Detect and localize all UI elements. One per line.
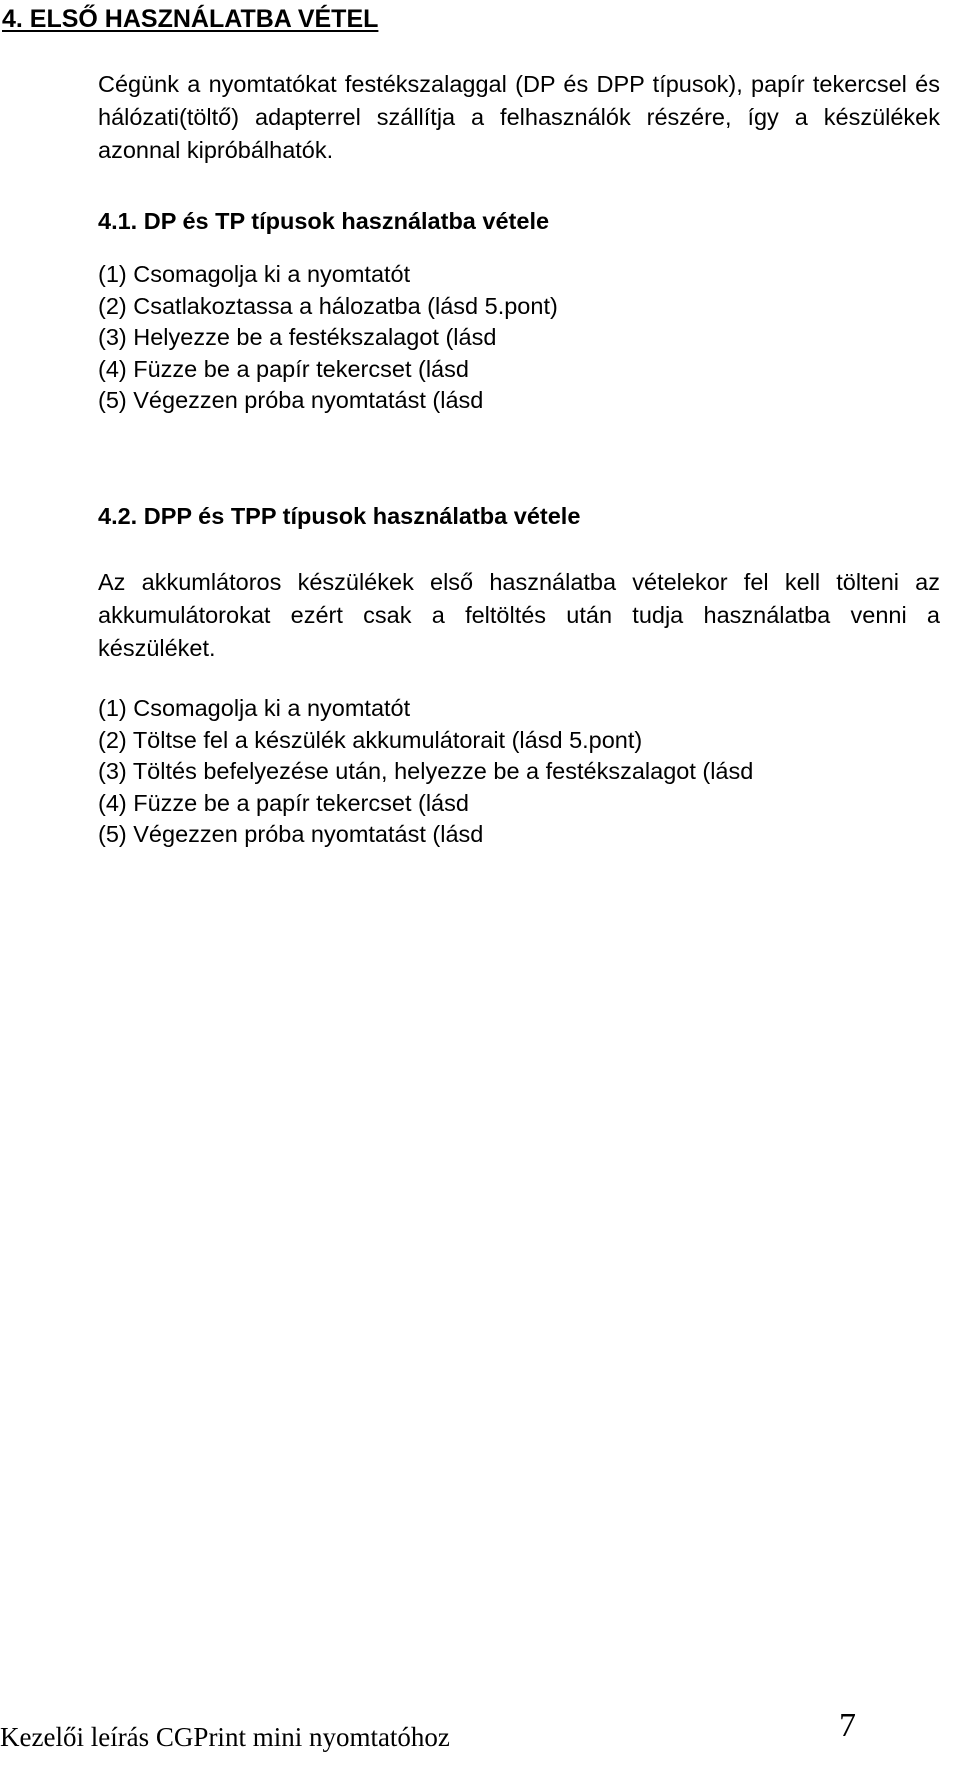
section-4-1-steps — [98, 259, 940, 417]
section-title-4-2: 4.2. DPP és TPP típusok használatba vétele — [98, 503, 581, 529]
footer-page-number: 7 — [839, 1707, 856, 1744]
chapter-title: 4. ELSŐ HASZNÁLATBA VÉTEL — [2, 5, 379, 33]
intro-paragraph: Cégünk a nyomtatókat festékszalaggal (DP és DPP típusok), papír tekercsel és hálózati(töltő) adapterrel szállítja a felhasználók részére, így a készülékek azonnal kipróbálhatók. — [98, 71, 940, 163]
footer-document-name: Kezelői leírás CGPrint mini nyomtatóhoz — [0, 1722, 450, 1752]
list-item: (3) Töltés befelyezése után, helyezze be a festékszalagot (lásd — [98, 758, 754, 784]
list-item: (4) Füzze be a papír tekercset (lásd — [98, 789, 469, 816]
list-item: (2) Csatlakoztassa a hálozatba (lásd 5.pont) — [98, 292, 558, 319]
list-item: (4) Füzze be a papír tekercset (lásd — [98, 355, 469, 382]
list-item: (2) Töltse fel a készülék akkumulátorait (lásd 5.pont) — [98, 726, 643, 753]
list-item: (3) Helyezze be a festékszalagot (lásd — [98, 324, 497, 350]
list-item: (5) Végezzen próba nyomtatást (lásd — [98, 821, 484, 847]
section-4-2-paragraph: Az akkumlátoros készülékek első használatba vételekor fel kell tölteni az akkumulátorokat ezért csak a feltöltés után tudja használatba venni a készüléket. — [98, 569, 940, 661]
list-item: (1) Csomagolja ki a nyomtatót — [98, 695, 411, 721]
section-4-2-steps — [98, 693, 940, 851]
list-item: (5) Végezzen próba nyomtatást (lásd — [98, 387, 484, 413]
list-item: (1) Csomagolja ki a nyomtatót — [98, 261, 411, 287]
section-title-4-1: 4.1. DP és TP típusok használatba vétele — [98, 208, 550, 234]
